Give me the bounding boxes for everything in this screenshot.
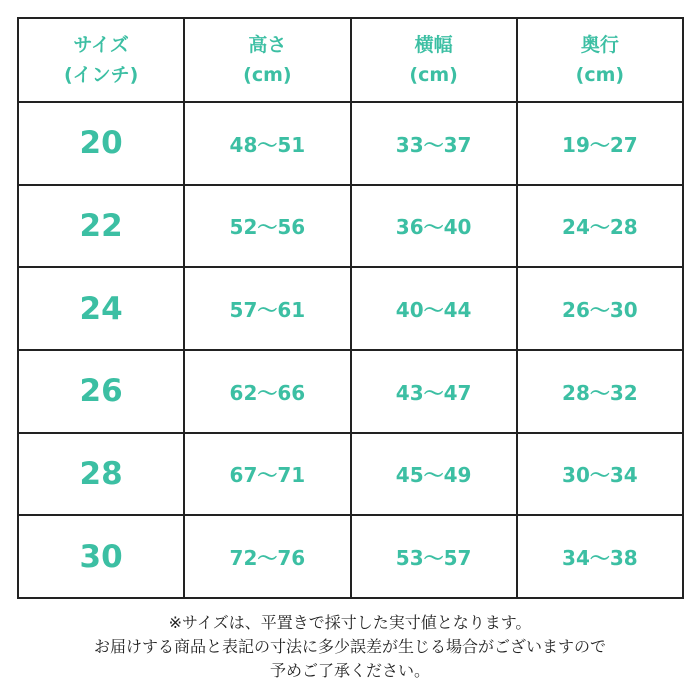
- width-value: 40〜44: [351, 267, 517, 350]
- size-value: 30: [18, 515, 184, 598]
- table-row: [18, 267, 683, 350]
- note-line-1: ※サイズは、平置きで採寸した実寸値となります。: [168, 613, 532, 632]
- table-row: [18, 515, 683, 598]
- height-value: 57〜61: [184, 267, 350, 350]
- width-value: 36〜40: [351, 185, 517, 268]
- width-value: 43〜47: [351, 350, 517, 433]
- height-value: 72〜76: [184, 515, 350, 598]
- header-row: [18, 18, 683, 102]
- note-line-3: 予めご了承ください。: [269, 661, 430, 680]
- header-size-label: サイズ: [73, 34, 129, 56]
- depth-value: 34〜38: [517, 515, 683, 598]
- table-row: [18, 350, 683, 433]
- header-height-unit: (cm): [243, 64, 292, 86]
- depth-value: 19〜27: [517, 102, 683, 185]
- header-depth: [517, 18, 683, 102]
- header-width-unit: (cm): [409, 64, 458, 86]
- table-row: [18, 185, 683, 268]
- note-line-2: お届けする商品と表記の寸法に多少誤差が生じる場合がございますので: [93, 637, 606, 656]
- height-value: 67〜71: [184, 433, 350, 516]
- size-value: 28: [18, 433, 184, 516]
- header-width-label: 横幅: [414, 34, 453, 56]
- depth-value: 28〜32: [517, 350, 683, 433]
- width-value: 33〜37: [351, 102, 517, 185]
- width-value: 45〜49: [351, 433, 517, 516]
- depth-value: 24〜28: [517, 185, 683, 268]
- header-height-label: 高さ: [248, 34, 287, 56]
- height-value: 48〜51: [184, 102, 350, 185]
- size-note: [0, 611, 700, 683]
- size-value: 26: [18, 350, 184, 433]
- depth-value: 26〜30: [517, 267, 683, 350]
- header-height: [184, 18, 350, 102]
- width-value: 53〜57: [351, 515, 517, 598]
- size-value: 22: [18, 185, 184, 268]
- table-row: [18, 433, 683, 516]
- height-value: 52〜56: [184, 185, 350, 268]
- header-size: [18, 18, 184, 102]
- size-value: 24: [18, 267, 184, 350]
- size-table: [17, 17, 684, 599]
- height-value: 62〜66: [184, 350, 350, 433]
- header-width: [351, 18, 517, 102]
- table-row: [18, 102, 683, 185]
- header-size-unit: (インチ): [63, 64, 139, 86]
- depth-value: 30〜34: [517, 433, 683, 516]
- size-value: 20: [18, 102, 184, 185]
- header-depth-label: 奥行: [580, 34, 619, 56]
- header-depth-unit: (cm): [575, 64, 625, 86]
